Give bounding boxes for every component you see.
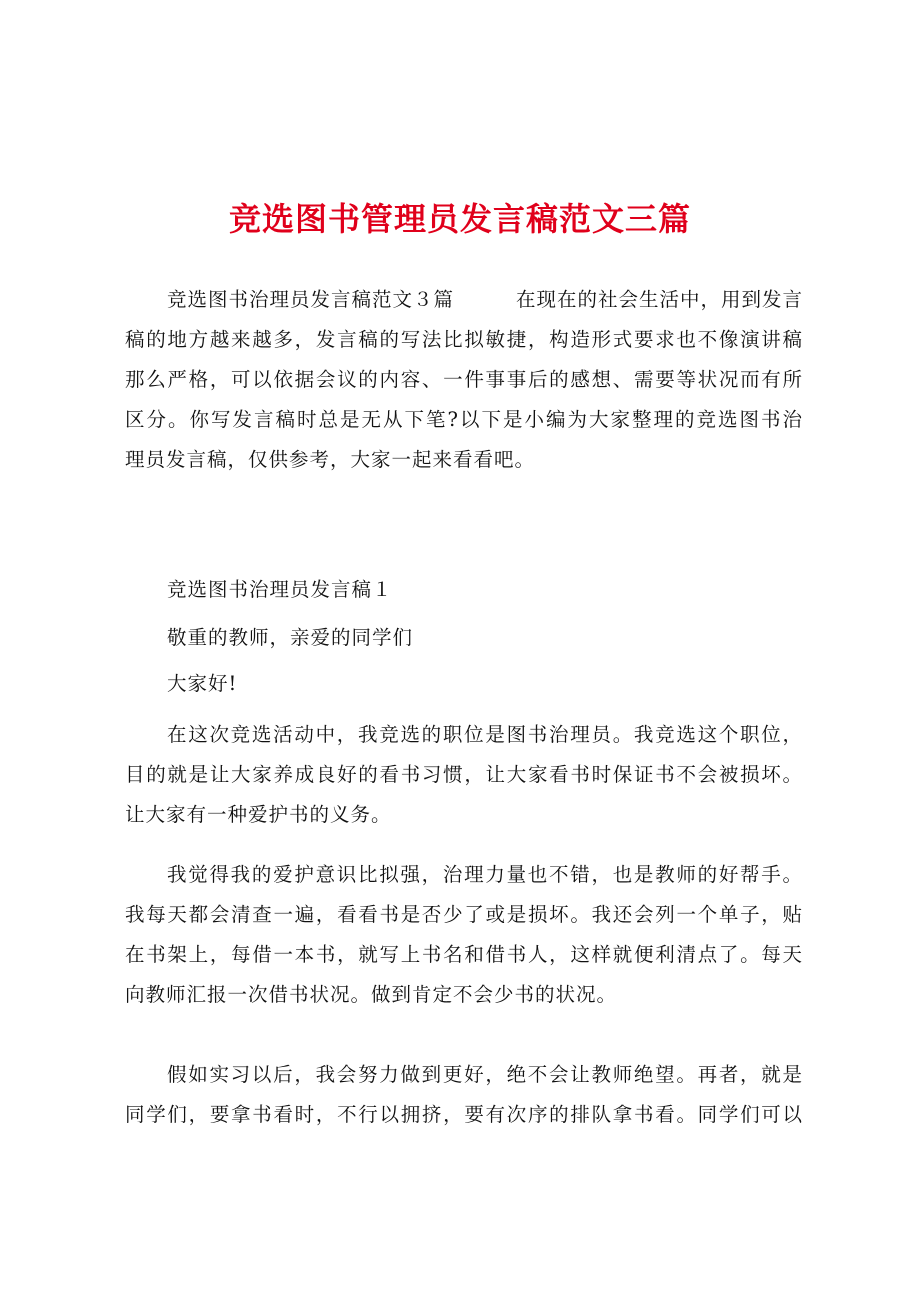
speech-paragraph-1 xyxy=(125,715,803,835)
intro-lead: 竞选图书治理员发言稿范文３篇 xyxy=(167,288,455,311)
paragraph-line: 目的就是让大家养成良好的看书习惯，让大家看书时保证书不会被损坏。 xyxy=(125,763,803,786)
paragraph-line: 在书架上，每借一本书，就写上书名和借书人，这样就便利清点了。每天 xyxy=(125,943,803,966)
speech-greeting: 大家好! xyxy=(167,672,238,695)
document-title: 竞选图书管理员发言稿范文三篇 xyxy=(228,200,691,238)
paragraph-line: 向教师汇报一次借书状况。做到肯定不会少书的状况。 xyxy=(125,983,618,1006)
paragraph-line: 假如实习以后，我会努力做到更好，绝不会让教师绝望。再者，就是 xyxy=(167,1063,803,1086)
intro-line-1: 稿的地方越来越多，发言稿的写法比拟敏捷，构造形式要求也不像演讲稿 xyxy=(125,328,803,351)
intro-first-line xyxy=(125,280,803,320)
intro-line-4: 理员发言稿，仅供参考，大家一起来看看吧。 xyxy=(125,448,536,471)
paragraph-line: 我觉得我的爱护意识比拟强，治理力量也不错，也是教师的好帮手。 xyxy=(167,863,803,886)
intro-line-2: 那么严格，可以依据会议的内容、一件事事后的感想、需要等状况而有所 xyxy=(125,368,803,391)
paragraph-line: 让大家有一种爱护书的义务。 xyxy=(125,803,392,826)
intro-paragraph xyxy=(125,280,803,480)
paragraph-line: 我每天都会清查一遍，看看书是否少了或是损坏。我还会列一个单子，贴 xyxy=(125,903,803,926)
intro-line-3: 区分。你写发言稿时总是无从下笔?以下是小编为大家整理的竞选图书治 xyxy=(125,408,803,431)
paragraph-line: 同学们，要拿书看时，不行以拥挤，要有次序的排队拿书看。同学们可以 xyxy=(125,1103,803,1126)
speech-paragraph-3 xyxy=(125,1055,803,1135)
speech-salutation: 敬重的教师，亲爱的同学们 xyxy=(167,626,414,649)
speech-paragraph-2 xyxy=(125,855,803,1015)
paragraph-line: 在这次竞选活动中，我竞选的职位是图书治理员。我竞选这个职位， xyxy=(167,723,803,746)
speech-heading: 竞选图书治理员发言稿１ xyxy=(167,578,393,601)
intro-line-0: 在现在的社会生活中，用到发言 xyxy=(516,288,804,311)
